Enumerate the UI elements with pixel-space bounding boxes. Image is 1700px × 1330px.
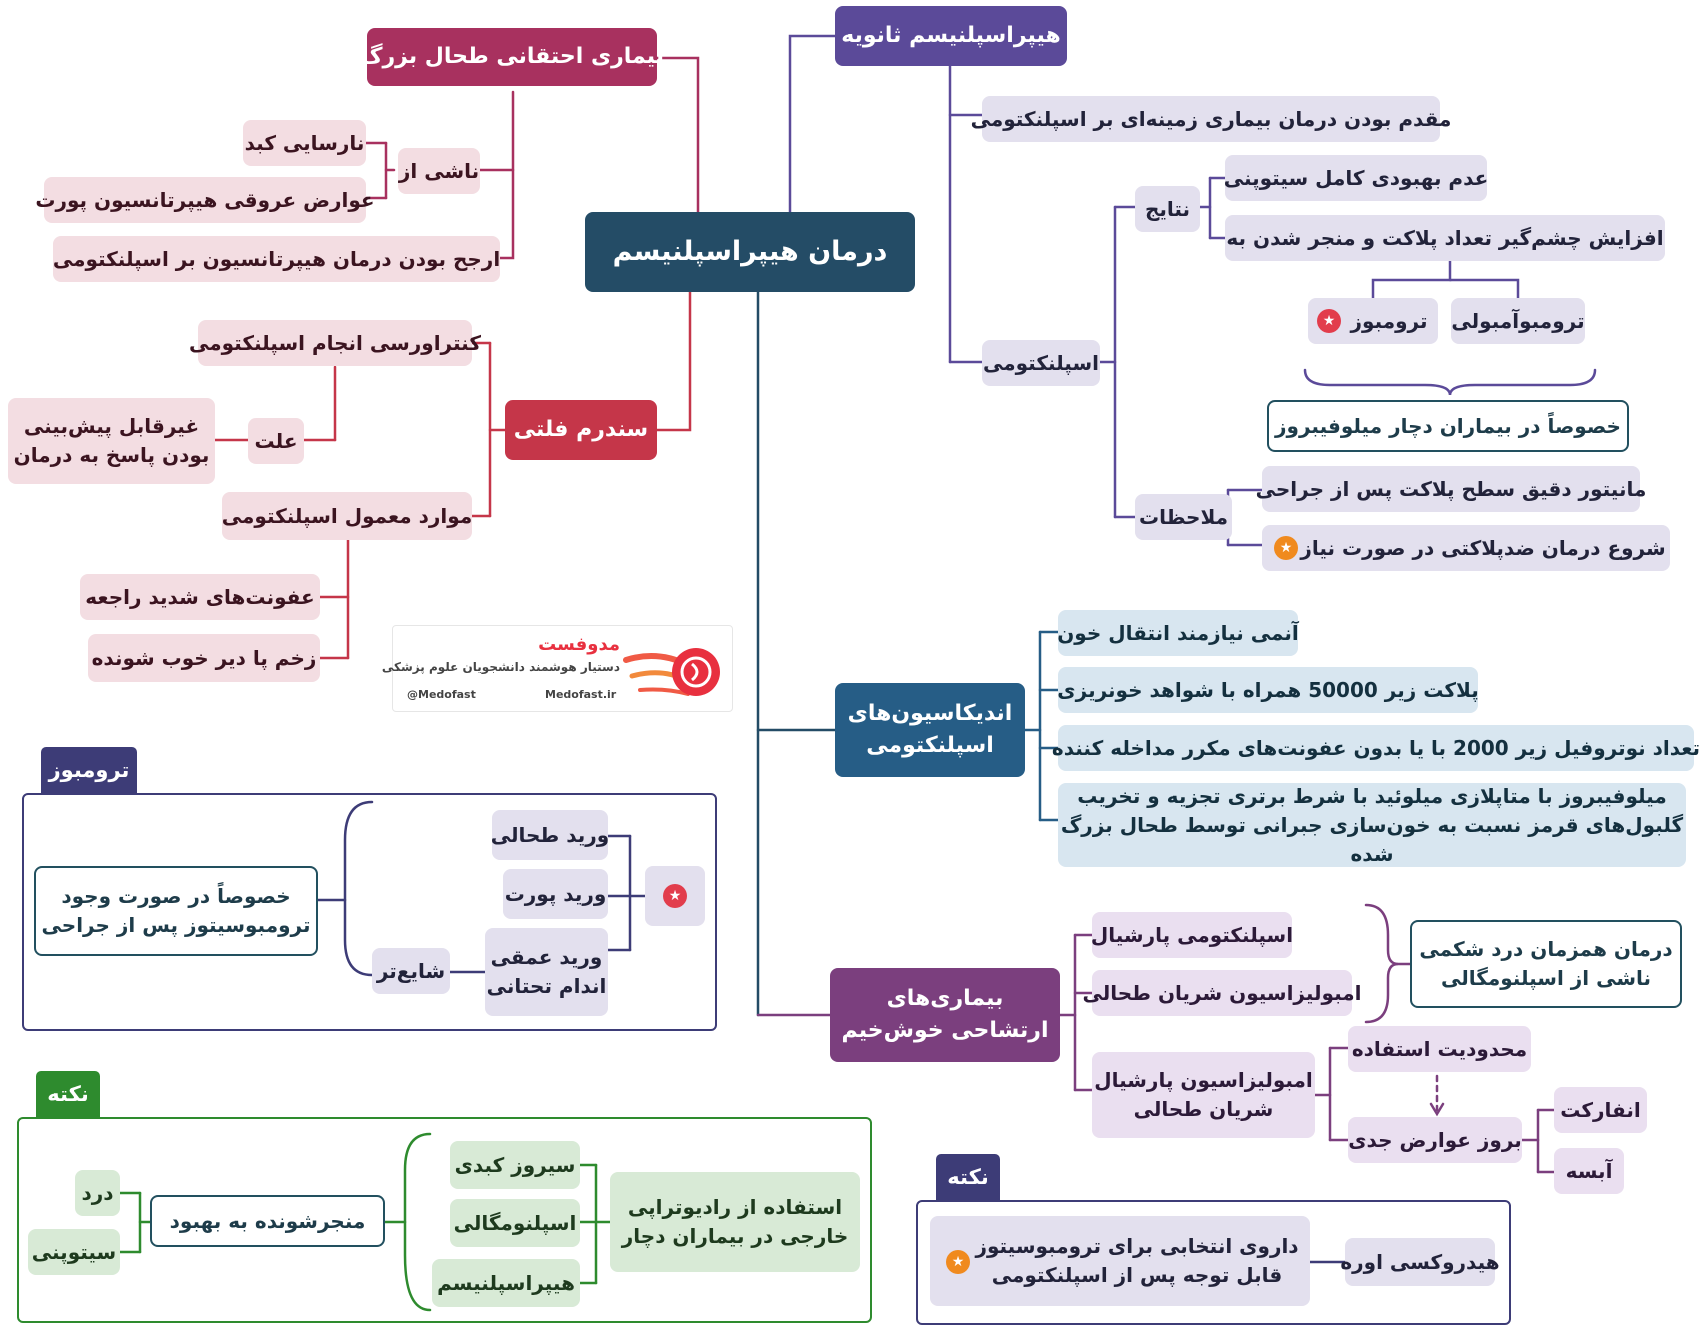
- indication-neutropenia: تعداد نوتروفیل زیر 2000 با یا بدون عفونت‌های مکرر مداخله کننده: [1058, 725, 1694, 771]
- portal-hypertension-priority-node: ارجح بودن درمان هیپرتانسیون بر اسپلنکتومی: [53, 236, 500, 282]
- cause-portal-hypertension: عوارض عروقی هیپرتانسیون پورت: [44, 177, 366, 223]
- splenic-artery-embolization-node: امبولیزاسیون شریان طحالی: [1092, 970, 1352, 1016]
- star-icon: ★: [1274, 536, 1298, 560]
- indication-myelofibrosis: میلوفیبروز با متاپلازی میلوئید با شرط برتری تجزیه و تخریب گلبول‌های قرمز نسبت به خون‌سازی جبرانی توسط طحال بزرگ شده: [1058, 783, 1686, 867]
- antiplatelet-therapy-node: [1262, 525, 1670, 571]
- thrombosis-star-node: [645, 866, 705, 926]
- splenectomy-indications-node: اندیکاسیون‌های اسپلنکتومی: [835, 683, 1025, 777]
- reason-label-node: علت: [248, 418, 304, 464]
- recurrent-infections-node: عفونت‌های شدید راجعه: [80, 574, 320, 620]
- logo-site: Medofast.ir: [545, 688, 617, 701]
- underlying-disease-priority-node: مقدم بودن درمان بیماری زمینه‌ای بر اسپلنکتومی: [982, 96, 1440, 142]
- incomplete-cytopenia-recovery-node: عدم بهبودی کامل سیتوپنی: [1225, 155, 1487, 201]
- platelet-monitoring-node: مانیتور دقیق سطح پلاکت پس از جراحی: [1262, 466, 1640, 512]
- center-title: درمان هیپراسپلنیسم: [585, 212, 915, 292]
- cause-label-node: ناشی از: [398, 148, 480, 194]
- indication-transfusion-anemia: آنمی نیازمند انتقال خون: [1058, 610, 1298, 656]
- serious-complications-node: بروز عوارض جدی: [1348, 1117, 1522, 1163]
- abscess-node: آبسه: [1554, 1148, 1624, 1194]
- splenectomy-node: اسپلنکتومی: [982, 340, 1100, 386]
- felty-syndrome-node: سندرم فلتی: [505, 400, 657, 460]
- congestive-splenomegaly-node: بیماری احتقانی طحال بزرگ: [367, 28, 657, 86]
- thrombosis-box-tag: ترومبوز: [41, 747, 137, 793]
- medofast-logo: [381, 625, 733, 712]
- radiotherapy-node: استفاده از رادیوتراپی خارجی در بیماران دچار: [610, 1172, 860, 1272]
- hydroxyurea-description-node: داروی انتخابی برای ترومبوسیتوز قابل توجه پس از اسپلنکتومی: [930, 1216, 1310, 1306]
- abdominal-pain-treatment-node: درمان همزمان درد شکمی ناشی از اسپلنومگالی: [1410, 920, 1682, 1008]
- star-icon: ★: [1317, 309, 1341, 333]
- indication-low-platelet: پلاکت زیر 50000 همراه با شواهد خونریزی: [1058, 667, 1478, 713]
- logo-tagline: دستیار هوشمند دانشجویان علوم پزشکی: [381, 660, 620, 674]
- logo-brand: مدوفست: [538, 634, 620, 655]
- hydroxyurea-node: هیدروکسی اوره: [1345, 1238, 1495, 1286]
- cond-hypersplenism: هیپراسپلنیسم: [432, 1259, 580, 1307]
- outcome-cytopenia: سیتوپنی: [28, 1229, 120, 1275]
- more-common-node: شایع‌تر: [372, 948, 450, 994]
- secondary-hypersplenism-node: هیپراسپلنیسم ثانویه: [835, 6, 1067, 66]
- star-icon: ★: [946, 1250, 970, 1274]
- unpredictable-response-node: غیرقابل پیش‌بینی بودن پاسخ به درمان: [8, 398, 215, 484]
- logo-telegram: @Medofast: [407, 688, 476, 701]
- partial-splenectomy-node: اسپلنکتومی پارشیال: [1092, 912, 1292, 958]
- considerations-label-node: ملاحظات: [1135, 494, 1232, 540]
- cond-splenomegaly: اسپلنومگالی: [450, 1199, 580, 1247]
- thromboembolism-node: ترومبوآمبولی: [1451, 298, 1585, 344]
- green-note-tag: نکته: [36, 1071, 100, 1117]
- vein-portal: ورید پورت: [503, 869, 608, 919]
- leads-to-improvement-node: منجرشونده به بهبود: [150, 1195, 385, 1247]
- benign-infiltrative-node: بیماری‌های ارتشاحی خوش‌خیم: [830, 968, 1060, 1062]
- antiplatelet-therapy-label: شروع درمان ضدپلاکتی در صورت نیاز: [1300, 535, 1666, 560]
- myelofibrosis-especially-node: خصوصاً در بیماران دچار میلوفیبروز: [1267, 400, 1629, 452]
- purple-note-tag: نکته: [936, 1154, 1000, 1200]
- results-label-node: نتایج: [1135, 186, 1200, 232]
- vein-splenic: ورید طحالی: [492, 810, 608, 860]
- medofast-flame-icon: [618, 630, 728, 710]
- thrombosis-label: ترومبوز: [1350, 308, 1428, 333]
- postop-thrombocytosis-node: خصوصاً در صورت وجود ترومبوسیتوز پس از جراحی: [34, 866, 318, 956]
- usual-splenectomy-cases-node: موارد معمول اسپلنکتومی: [222, 492, 472, 540]
- vein-deep-leg: ورید عمقی اندام تحتانی: [485, 928, 608, 1016]
- leg-ulcer-node: زخم پا دیر خوب شونده: [88, 634, 320, 682]
- outcome-pain: درد: [75, 1170, 120, 1216]
- star-icon: ★: [663, 884, 687, 908]
- cond-cirrhosis: سیروز کبدی: [450, 1141, 580, 1189]
- splenectomy-controversy-node: کنتراورسی انجام اسپلنکتومی: [198, 320, 472, 366]
- limited-use-node: محدودیت استفاده: [1348, 1026, 1531, 1072]
- platelet-increase-node: افزایش چشم‌گیر تعداد پلاکت و منجر شدن به: [1225, 215, 1665, 261]
- partial-splenic-embolization-node: امبولیزاسیون پارشیال شریان طحالی: [1092, 1052, 1315, 1138]
- infarct-node: انفارکت: [1554, 1087, 1647, 1133]
- cause-liver-failure: نارسایی کبد: [243, 120, 366, 166]
